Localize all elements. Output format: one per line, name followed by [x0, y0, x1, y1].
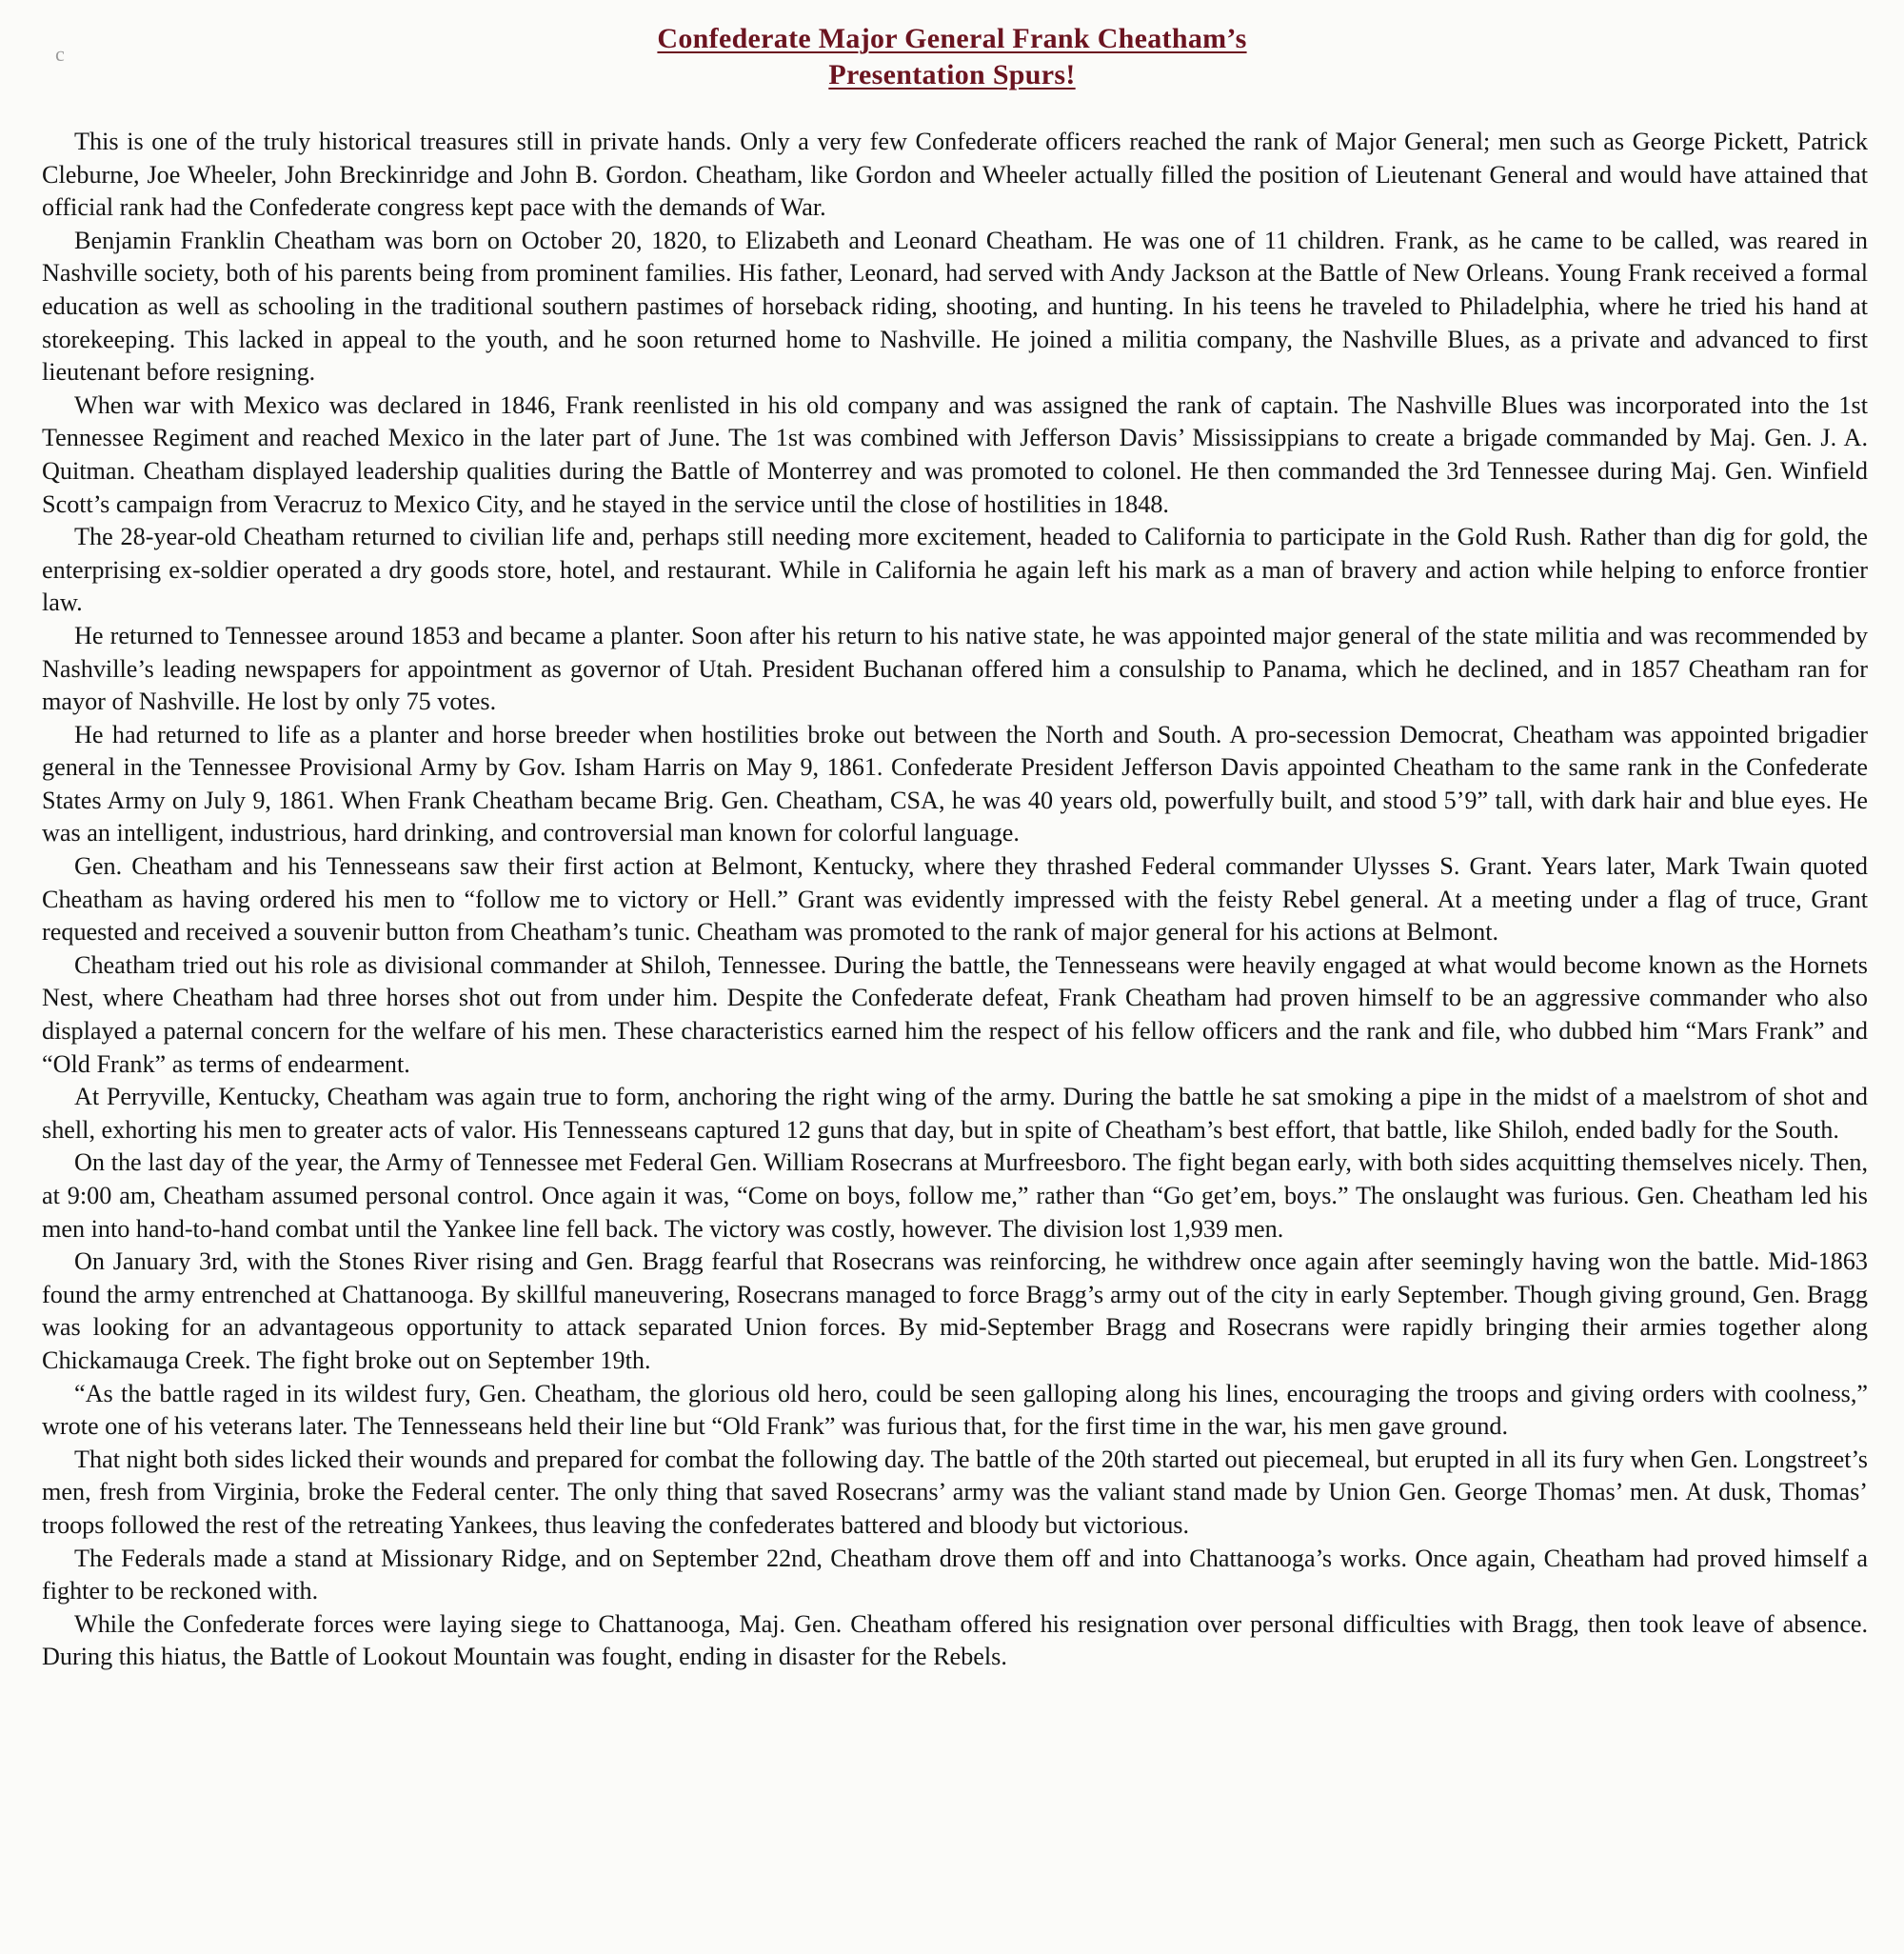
title-line-2: Presentation Spurs!: [828, 59, 1076, 90]
paragraph: “As the battle raged in its wildest fury, Gen. Cheatham, the glorious old hero, could be seen galloping along his lines, encouraging the troops and giving orders with coolness,” wrote one of his veterans later. The Tennesseans held their line but “Old Frank” was furious that, for the first time in the war, his men gave ground.: [42, 1379, 1868, 1441]
paper-speck: c: [55, 42, 65, 66]
document-title: [0, 21, 1904, 93]
paragraph: This is one of the truly historical treasures still in private hands. Only a very few Confederate officers reached the rank of Major General; men such as George Pickett, Patrick Cleburne, Joe Wheeler, John Breckinridge and John B. Gordon. Cheatham, like Gordon and Wheeler actually filled the position of Lieutenant General and would have attained that official rank had the Confederate congress kept pace with the demands of War.: [42, 128, 1868, 222]
paragraph: Cheatham tried out his role as divisional commander at Shiloh, Tennessee. During the battle, the Tennesseans were heavily engaged at what would become known as the Hornets Nest, where Cheatham had three horses shot out from under him. Despite the Confederate defeat, Frank Cheatham had proven himself to be an aggressive commander who also displayed a paternal concern for the welfare of his men. These characteristics earned him the respect of his fellow officers and the rank and file, who dubbed him “Mars Frank” and “Old Frank” as terms of endearment.: [42, 950, 1868, 1078]
paragraph: He had returned to life as a planter and horse breeder when hostilities broke out between the North and South. A pro-secession Democrat, Cheatham was appointed brigadier general in the Tennessee Provisional Army by Gov. Isham Harris on May 9, 1861. Confederate President Jefferson Davis appointed Cheatham to the same rank in the Confederate States Army on July 9, 1861. When Frank Cheatham became Brig. Gen. Cheatham, CSA, he was 40 years old, powerfully built, and stood 5’9” tall, with dark hair and blue eyes. He was an intelligent, industrious, hard drinking, and controversial man known for colorful language.: [42, 720, 1868, 847]
article-body: [42, 126, 1868, 1674]
paragraph: Gen. Cheatham and his Tennesseans saw their first action at Belmont, Kentucky, where they thrashed Federal commander Ulysses S. Grant. Years later, Mark Twain quoted Cheatham as having ordered his men to “follow me to victory or Hell.” Grant was evidently impressed with the feisty Rebel general. At a meeting under a flag of truce, Grant requested and received a souvenir button from Cheatham’s tunic. Cheatham was promoted to the rank of major general for his actions at Belmont.: [42, 852, 1868, 947]
paragraph: The Federals made a stand at Missionary Ridge, and on September 22nd, Cheatham drove them off and into Chattanooga’s works. Once again, Cheatham had proved himself a fighter to be reckoned with.: [42, 1544, 1868, 1605]
paragraph: Benjamin Franklin Cheatham was born on October 20, 1820, to Elizabeth and Leonard Cheatham. He was one of 11 children. Frank, as he came to be called, was reared in Nashville society, both of his parents being from prominent families. His father, Leonard, had served with Andy Jackson at the Battle of New Orleans. Young Frank received a formal education as well as schooling in the traditional southern pastimes of horseback riding, shooting, and hunting. In his teens he traveled to Philadelphia, where he tried his hand at storekeeping. This lacked in appeal to the youth, and he soon returned home to Nashville. He joined a militia company, the Nashville Blues, as a private and advanced to first lieutenant before resigning.: [42, 226, 1868, 387]
paragraph: At Perryville, Kentucky, Cheatham was again true to form, anchoring the right wing of the army. During the battle he sat smoking a pipe in the midst of a maelstrom of shot and shell, exhorting his men to greater acts of valor. His Tennesseans captured 12 guns that day, but in spite of Cheatham’s best effort, that battle, like Shiloh, ended badly for the South.: [42, 1083, 1868, 1144]
paragraph: On the last day of the year, the Army of Tennessee met Federal Gen. William Rosecrans at Murfreesboro. The fight began early, with both sides acquitting themselves nicely. Then, at 9:00 am, Cheatham assumed personal control. Once again it was, “Come on boys, follow me,” rather than “Go get’em, boys.” The onslaught was furious. Gen. Cheatham led his men into hand-to-hand combat until the Yankee line fell back. The victory was costly, however. The division lost 1,939 men.: [42, 1148, 1868, 1243]
paragraph: The 28-year-old Cheatham returned to civilian life and, perhaps still needing more excitement, headed to California to participate in the Gold Rush. Rather than dig for gold, the enterprising ex-soldier operated a dry goods store, hotel, and restaurant. While in California he again left his mark as a man of bravery and action while helping to enforce frontier law.: [42, 523, 1868, 617]
paragraph: He returned to Tennessee around 1853 and became a planter. Soon after his return to his native state, he was appointed major general of the state militia and was recommended by Nashville’s leading newspapers for appointment as governor of Utah. President Buchanan offered him a consulship to Panama, which he declined, and in 1857 Cheatham ran for mayor of Nashville. He lost by only 75 votes.: [42, 621, 1868, 716]
title-line-1: Confederate Major General Frank Cheatham’s: [657, 23, 1247, 54]
paragraph: When war with Mexico was declared in 1846, Frank reenlisted in his old company and was assigned the rank of captain. The Nashville Blues was incorporated into the 1st Tennessee Regiment and reached Mexico in the later part of June. The 1st was combined with Jefferson Davis’ Mississippians to create a brigade commanded by Maj. Gen. J. A. Quitman. Cheatham displayed leadership qualities during the Battle of Monterrey and was promoted to colonel. He then commanded the 3rd Tennessee during Maj. Gen. Winfield Scott’s campaign from Veracruz to Mexico City, and he stayed in the service until the close of hostilities in 1848.: [42, 390, 1868, 518]
paragraph: While the Confederate forces were laying siege to Chattanooga, Maj. Gen. Cheatham offered his resignation over personal difficulties with Bragg, then took leave of absence. During this hiatus, the Battle of Lookout Mountain was fought, ending in disaster for the Rebels.: [42, 1609, 1868, 1671]
paragraph: That night both sides licked their wounds and prepared for combat the following day. The battle of the 20th started out piecemeal, but erupted in all its fury when Gen. Longstreet’s men, fresh from Virginia, broke the Federal center. The only thing that saved Rosecrans’ army was the valiant stand made by Union Gen. George Thomas’ men. At dusk, Thomas’ troops followed the rest of the retreating Yankees, thus leaving the confederates battered and bloody but victorious.: [42, 1445, 1868, 1539]
paragraph: On January 3rd, with the Stones River rising and Gen. Bragg fearful that Rosecrans was reinforcing, he withdrew once again after seemingly having won the battle. Mid-1863 found the army entrenched at Chattanooga. By skillful maneuvering, Rosecrans managed to force Bragg’s army out of the city in early September. Though giving ground, Gen. Bragg was looking for an advantageous opportunity to attack separated Union forces. By mid-September Bragg and Rosecrans were rapidly bringing their armies together along Chickamauga Creek. The fight broke out on September 19th.: [42, 1247, 1868, 1374]
